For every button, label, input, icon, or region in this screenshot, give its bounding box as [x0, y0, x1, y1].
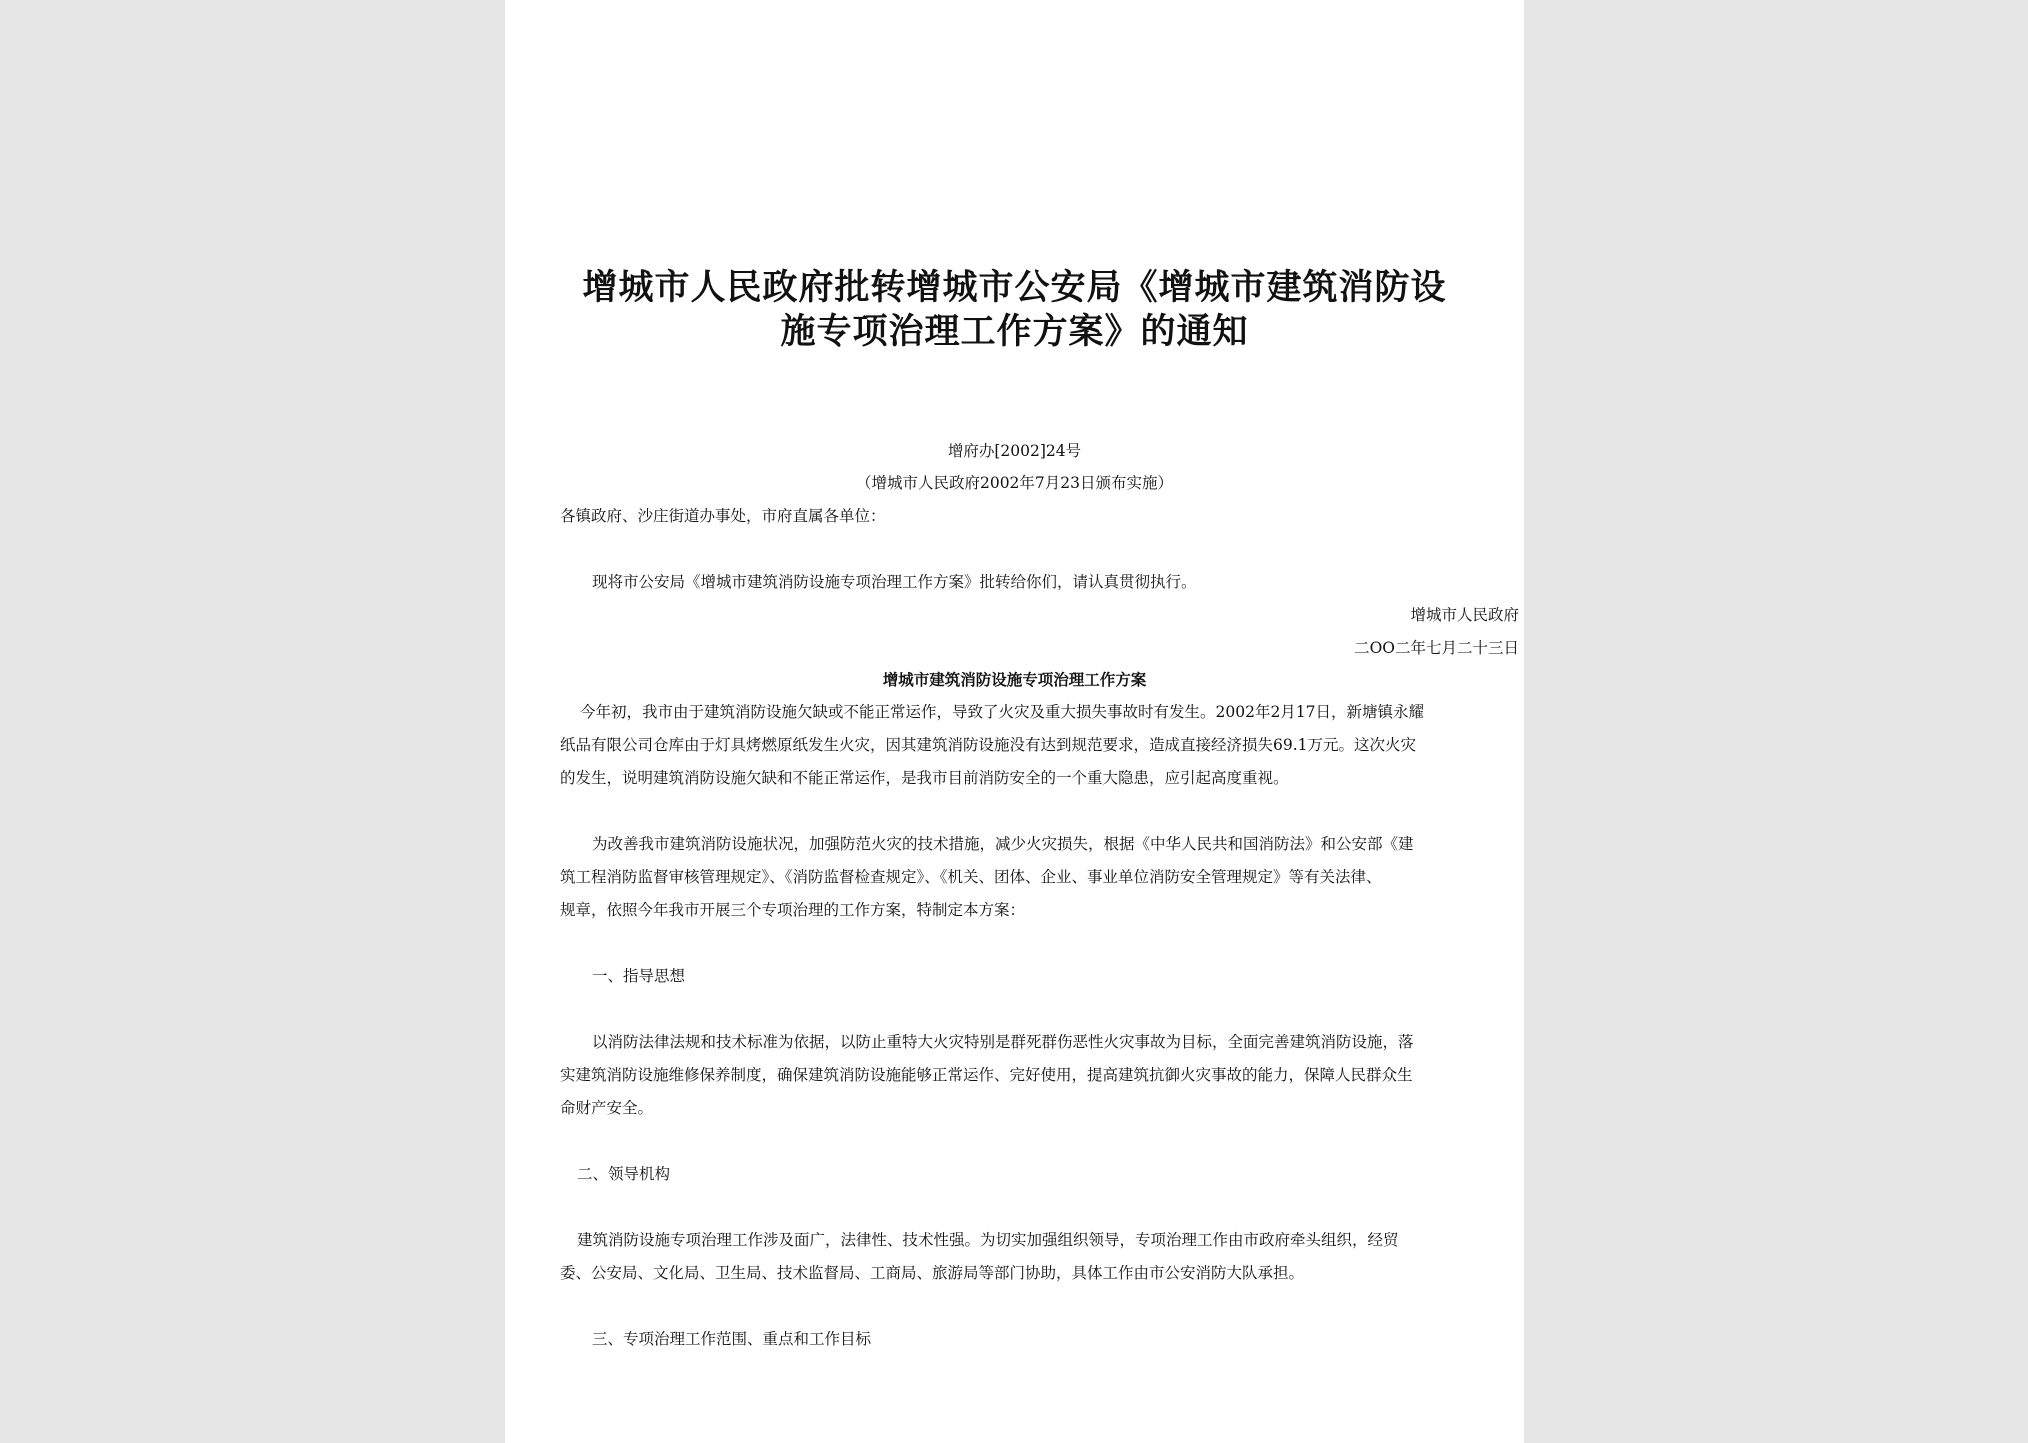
document-title-line-1: 增城市人民政府批转增城市公安局《增城市建筑消防设 [582, 267, 1447, 308]
paragraph-4-line-1: 建筑消防设施专项治理工作涉及面广，法律性、技术性强。为切实加强组织领导，专项治理工作由市政府牵头组织，经贸 [577, 1231, 1399, 1249]
heading-2: 二、领导机构 [577, 1165, 671, 1183]
paragraph-2-line-1: 为改善我市建筑消防设施状况，加强防范火灾的技术措施，减少火灾损失，根据《中华人民共和国消防法》和公安部《建 [592, 835, 1414, 853]
paragraph-3-line-2: 实建筑消防设施维修保养制度，确保建筑消防设施能够正常运作、完好使用，提高建筑抗御火灾事故的能力，保障人民群众生 [560, 1066, 1413, 1084]
paragraph-1-line-1: 今年初，我市由于建筑消防设施欠缺或不能正常运作，导致了火灾及重大损失事故时有发生。2002年2月17日，新塘镇永耀 [580, 703, 1425, 721]
issue-note: （增城市人民政府2002年7月23日颁布实施） [855, 474, 1174, 492]
document-title-line-2: 施专项治理工作方案》的通知 [780, 311, 1249, 352]
paragraph-1-line-2: 纸品有限公司仓库由于灯具烤燃原纸发生火灾，因其建筑消防设施没有达到规范要求，造成直接经济损失69.1万元。这次火灾 [560, 736, 1417, 754]
document-page [505, 0, 1524, 1443]
plan-title: 增城市建筑消防设施专项治理工作方案 [882, 670, 1147, 689]
issuer: 增城市人民政府 [1410, 606, 1519, 624]
paragraph-4-line-2: 委、公安局、文化局、卫生局、技术监督局、工商局、旅游局等部门协助，具体工作由市公安消防大队承担。 [560, 1264, 1305, 1282]
heading-1: 一、指导思想 [592, 967, 686, 985]
paragraph-3-line-1: 以消防法律法规和技术标准为依据，以防止重特大火灾特别是群死群伤恶性火灾事故为目标，全面完善建筑消防设施，落 [592, 1033, 1414, 1051]
notice-text: 现将市公安局《增城市建筑消防设施专项治理工作方案》批转给你们，请认真贯彻执行。 [592, 573, 1197, 591]
paragraph-2-line-2: 筑工程消防监督审核管理规定》、《消防监督检查规定》、《机关、团体、企业、事业单位消防安全管理规定》等有关法律、 [560, 868, 1382, 886]
paragraph-1-line-3: 的发生，说明建筑消防设施欠缺和不能正常运作，是我市目前消防安全的一个重大隐患，应引起高度重视。 [560, 769, 1289, 787]
paragraph-3-line-3: 命财产安全。 [560, 1099, 654, 1117]
heading-3: 三、专项治理工作范围、重点和工作目标 [592, 1330, 872, 1348]
document-number: 增府办[2002]24号 [947, 442, 1082, 460]
issue-date: 二OO二年七月二十三日 [1354, 639, 1519, 657]
paragraph-2-line-3: 规章，依照今年我市开展三个专项治理的工作方案，特制定本方案： [560, 901, 1026, 919]
addressee: 各镇政府、沙庄街道办事处，市府直属各单位： [560, 507, 886, 525]
